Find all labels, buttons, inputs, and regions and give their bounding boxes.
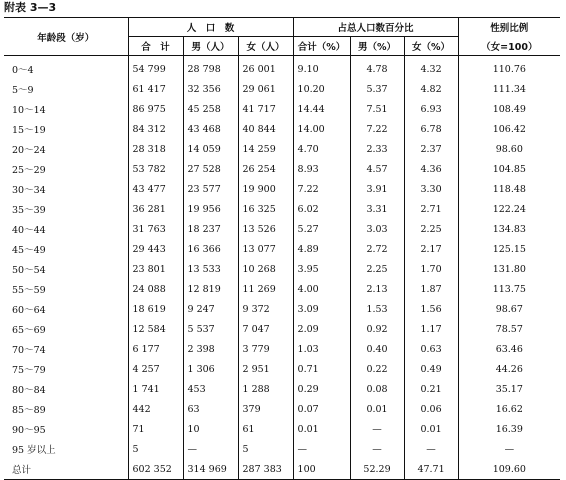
cell-pct-total: 4.89 <box>293 239 350 259</box>
cell-total: 36 281 <box>128 199 183 219</box>
cell-pct-male: 0.01 <box>350 399 404 419</box>
table-row <box>4 439 560 459</box>
cell-female: 10 268 <box>238 259 293 279</box>
header-age-group: 年龄段（岁） <box>4 18 128 56</box>
cell-female: 40 844 <box>238 119 293 139</box>
cell-age-group: 35～39 <box>4 199 128 219</box>
table-row <box>4 239 560 259</box>
table-row <box>4 59 560 79</box>
cell-male: 1 306 <box>183 359 238 379</box>
cell-female: 13 077 <box>238 239 293 259</box>
header-sex-ratio: 性别比例 <box>458 18 560 37</box>
cell-age-group: 45～49 <box>4 239 128 259</box>
cell-total: 84 312 <box>128 119 183 139</box>
cell-female: 9 372 <box>238 299 293 319</box>
cell-sex-ratio: 104.85 <box>492 163 526 175</box>
cell-pct-total: 0.01 <box>293 419 350 439</box>
cell-sex-ratio: 125.15 <box>492 243 526 255</box>
cell-pct-male: 3.91 <box>350 179 404 199</box>
cell-pct-male: 2.25 <box>350 259 404 279</box>
cell-pct-total: 7.22 <box>293 179 350 199</box>
cell-pct-total: 0.29 <box>293 379 350 399</box>
cell-pct-total: 10.20 <box>293 79 350 99</box>
cell-pct-total: 3.95 <box>293 259 350 279</box>
cell-female: 29 061 <box>238 79 293 99</box>
header-pct-total: 合计（%） <box>293 37 350 56</box>
cell-sex-ratio: 110.76 <box>492 63 526 75</box>
cell-pct-total: 4.70 <box>293 139 350 159</box>
cell-male: 32 356 <box>183 79 238 99</box>
cell-male: 23 577 <box>183 179 238 199</box>
cell-pct-total: 1.03 <box>293 339 350 359</box>
table-row <box>4 119 560 139</box>
cell-female: 287 383 <box>238 459 293 480</box>
cell-male: 63 <box>183 399 238 419</box>
cell-total: 54 799 <box>128 59 183 79</box>
table-row <box>4 419 560 439</box>
cell-pct-male: 52.29 <box>350 459 404 480</box>
cell-age-group: 0～4 <box>4 59 128 79</box>
cell-total: 23 801 <box>128 259 183 279</box>
cell-total: 71 <box>128 419 183 439</box>
cell-pct-male: 0.40 <box>350 339 404 359</box>
cell-female: 26 254 <box>238 159 293 179</box>
table-row <box>4 139 560 159</box>
header-male: 男（人） <box>183 37 238 56</box>
cell-pct-female: 0.21 <box>404 379 458 399</box>
cell-total: 18 619 <box>128 299 183 319</box>
cell-total: 5 <box>128 439 183 459</box>
cell-female: 11 269 <box>238 279 293 299</box>
cell-male: 314 969 <box>183 459 238 480</box>
cell-age-group: 80～84 <box>4 379 128 399</box>
cell-total: 28 318 <box>128 139 183 159</box>
cell-pct-male: 2.13 <box>350 279 404 299</box>
cell-male: 45 258 <box>183 99 238 119</box>
cell-pct-total: 9.10 <box>293 59 350 79</box>
cell-male: 16 366 <box>183 239 238 259</box>
table-row <box>4 79 560 99</box>
cell-pct-total: 0.07 <box>293 399 350 419</box>
cell-pct-total: 14.00 <box>293 119 350 139</box>
cell-sex-ratio: 118.48 <box>492 183 526 195</box>
cell-sex-ratio: 106.42 <box>492 123 526 135</box>
cell-total: 43 477 <box>128 179 183 199</box>
cell-age-group: 70～74 <box>4 339 128 359</box>
cell-pct-female: 3.30 <box>404 179 458 199</box>
cell-age-group: 5～9 <box>4 79 128 99</box>
cell-age-group: 55～59 <box>4 279 128 299</box>
cell-pct-female: 47.71 <box>404 459 458 480</box>
cell-age-group: 10～14 <box>4 99 128 119</box>
cell-age-group: 40～44 <box>4 219 128 239</box>
cell-pct-male: 0.22 <box>350 359 404 379</box>
cell-pct-female: 2.25 <box>404 219 458 239</box>
totals-row <box>4 459 560 480</box>
table-caption: 附表 3—3 <box>4 1 57 14</box>
cell-pct-male: 0.08 <box>350 379 404 399</box>
cell-female: 19 900 <box>238 179 293 199</box>
cell-age-group: 30～34 <box>4 179 128 199</box>
cell-pct-male: 4.57 <box>350 159 404 179</box>
cell-pct-female: 1.70 <box>404 259 458 279</box>
cell-pct-male: 1.53 <box>350 299 404 319</box>
cell-male: 18 237 <box>183 219 238 239</box>
cell-sex-ratio: 16.39 <box>495 423 523 435</box>
cell-female: 2 951 <box>238 359 293 379</box>
cell-pct-male: 3.03 <box>350 219 404 239</box>
table-row <box>4 379 560 399</box>
table-row <box>4 199 560 219</box>
table-row <box>4 179 560 199</box>
cell-female: 379 <box>238 399 293 419</box>
cell-pct-male: 4.78 <box>350 59 404 79</box>
cell-pct-female: 1.56 <box>404 299 458 319</box>
cell-sex-ratio: 16.62 <box>495 403 523 415</box>
header-pct-male: 男（%） <box>350 37 404 56</box>
cell-total: 31 763 <box>128 219 183 239</box>
cell-pct-total: 0.71 <box>293 359 350 379</box>
cell-total: 6 177 <box>128 339 183 359</box>
cell-sex-ratio: 109.60 <box>458 459 560 480</box>
cell-pct-male: 2.33 <box>350 139 404 159</box>
cell-sex-ratio: 131.80 <box>492 263 526 275</box>
cell-male: 453 <box>183 379 238 399</box>
table-row <box>4 319 560 339</box>
cell-total: 24 088 <box>128 279 183 299</box>
cell-total: 602 352 <box>128 459 183 480</box>
cell-female: 16 325 <box>238 199 293 219</box>
cell-pct-total: 100 <box>293 459 350 480</box>
cell-male: 2 398 <box>183 339 238 359</box>
cell-pct-total: 8.93 <box>293 159 350 179</box>
cell-total: 442 <box>128 399 183 419</box>
cell-age-group: 95 岁以上 <box>4 439 128 459</box>
cell-sex-ratio: 78.57 <box>495 323 523 335</box>
table-row <box>4 299 560 319</box>
table-row <box>4 259 560 279</box>
cell-pct-male: — <box>350 419 404 439</box>
cell-pct-female: 0.06 <box>404 399 458 419</box>
cell-pct-total: — <box>293 439 350 459</box>
cell-sex-ratio: 63.46 <box>495 343 523 355</box>
header-total: 合 计 <box>128 37 183 56</box>
cell-male: 5 537 <box>183 319 238 339</box>
header-female: 女（人） <box>238 37 293 56</box>
cell-age-group: 总计 <box>4 459 128 480</box>
cell-male: — <box>183 439 238 459</box>
cell-sex-ratio: 108.49 <box>492 103 526 115</box>
table-row <box>4 99 560 119</box>
cell-pct-female: 4.32 <box>404 59 458 79</box>
cell-pct-male: — <box>350 439 404 459</box>
cell-sex-ratio: 35.17 <box>495 383 523 395</box>
cell-pct-male: 2.72 <box>350 239 404 259</box>
cell-male: 9 247 <box>183 299 238 319</box>
cell-total: 61 417 <box>128 79 183 99</box>
cell-pct-male: 5.37 <box>350 79 404 99</box>
cell-female: 13 526 <box>238 219 293 239</box>
cell-pct-female: 2.17 <box>404 239 458 259</box>
cell-sex-ratio: — <box>504 443 515 455</box>
cell-age-group: 20～24 <box>4 139 128 159</box>
cell-pct-total: 5.27 <box>293 219 350 239</box>
cell-female: 3 779 <box>238 339 293 359</box>
cell-pct-total: 3.09 <box>293 299 350 319</box>
cell-pct-female: 0.01 <box>404 419 458 439</box>
cell-pct-female: 1.17 <box>404 319 458 339</box>
cell-female: 5 <box>238 439 293 459</box>
cell-pct-male: 3.31 <box>350 199 404 219</box>
cell-male: 19 956 <box>183 199 238 219</box>
cell-pct-male: 7.51 <box>350 99 404 119</box>
cell-pct-female: 0.63 <box>404 339 458 359</box>
header-sex-ratio-sub: （女=100） <box>458 37 560 56</box>
cell-age-group: 85～89 <box>4 399 128 419</box>
cell-pct-female: 6.78 <box>404 119 458 139</box>
cell-age-group: 60～64 <box>4 299 128 319</box>
cell-pct-female: 6.93 <box>404 99 458 119</box>
cell-pct-total: 14.44 <box>293 99 350 119</box>
cell-sex-ratio: 134.83 <box>492 223 526 235</box>
cell-age-group: 50～54 <box>4 259 128 279</box>
cell-total: 86 975 <box>128 99 183 119</box>
population-table <box>4 17 560 480</box>
cell-female: 1 288 <box>238 379 293 399</box>
table-row <box>4 279 560 299</box>
cell-sex-ratio: 113.75 <box>492 283 526 295</box>
cell-pct-male: 0.92 <box>350 319 404 339</box>
header-percent-of-total: 占总人口数百分比 <box>293 18 458 37</box>
cell-male: 10 <box>183 419 238 439</box>
table-row <box>4 159 560 179</box>
cell-male: 27 528 <box>183 159 238 179</box>
cell-sex-ratio: 111.34 <box>492 83 526 95</box>
cell-total: 53 782 <box>128 159 183 179</box>
cell-female: 41 717 <box>238 99 293 119</box>
cell-female: 61 <box>238 419 293 439</box>
table-row <box>4 219 560 239</box>
cell-sex-ratio: 122.24 <box>492 203 526 215</box>
cell-pct-female: 1.87 <box>404 279 458 299</box>
cell-sex-ratio: 98.67 <box>495 303 523 315</box>
cell-pct-total: 6.02 <box>293 199 350 219</box>
cell-pct-total: 2.09 <box>293 319 350 339</box>
cell-pct-female: 0.49 <box>404 359 458 379</box>
cell-pct-female: — <box>404 439 458 459</box>
cell-female: 14 259 <box>238 139 293 159</box>
cell-female: 7 047 <box>238 319 293 339</box>
cell-age-group: 90～95 <box>4 419 128 439</box>
cell-male: 12 819 <box>183 279 238 299</box>
cell-sex-ratio: 44.26 <box>495 363 523 375</box>
cell-pct-total: 4.00 <box>293 279 350 299</box>
cell-pct-female: 4.82 <box>404 79 458 99</box>
table-row <box>4 399 560 419</box>
table-row <box>4 339 560 359</box>
cell-pct-female: 2.71 <box>404 199 458 219</box>
cell-pct-male: 7.22 <box>350 119 404 139</box>
cell-pct-female: 4.36 <box>404 159 458 179</box>
cell-pct-female: 2.37 <box>404 139 458 159</box>
cell-male: 43 468 <box>183 119 238 139</box>
cell-total: 29 443 <box>128 239 183 259</box>
table-row <box>4 359 560 379</box>
cell-female: 26 001 <box>238 59 293 79</box>
cell-sex-ratio: 98.60 <box>495 143 523 155</box>
cell-male: 13 533 <box>183 259 238 279</box>
cell-age-group: 75～79 <box>4 359 128 379</box>
cell-age-group: 65～69 <box>4 319 128 339</box>
cell-total: 1 741 <box>128 379 183 399</box>
cell-total: 4 257 <box>128 359 183 379</box>
header-pct-female: 女（%） <box>404 37 458 56</box>
header-population: 人 口 数 <box>128 18 293 37</box>
cell-male: 14 059 <box>183 139 238 159</box>
cell-age-group: 15～19 <box>4 119 128 139</box>
cell-total: 12 584 <box>128 319 183 339</box>
cell-male: 28 798 <box>183 59 238 79</box>
cell-age-group: 25～29 <box>4 159 128 179</box>
